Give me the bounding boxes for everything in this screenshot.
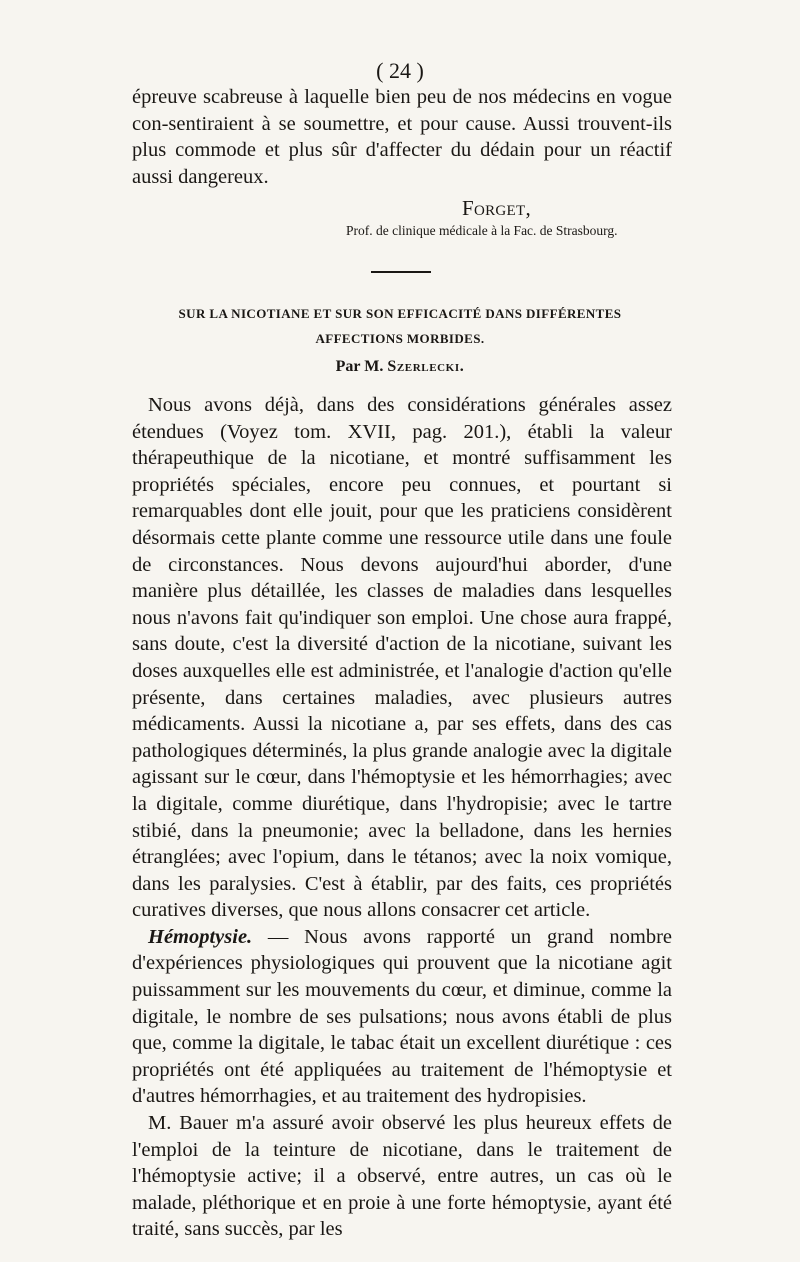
signature-name: Forget,: [462, 196, 532, 220]
article-heading-line-1: SUR LA NICOTIANE ET SUR SON EFFICACITÉ DANS DIFFÉRENTES: [178, 306, 622, 321]
intro-paragraph: [132, 84, 672, 190]
body-paragraph-3: M. Bauer m'a assuré avoir observé les plus heureux effets de l'emploi de la teinture de nicotiane, dans le traitement de l'hémoptysie active; il a observé, entre autres, un cas où le malade, pléthorique et en proie à une forte hémoptysie, ayant été traité, sans succès, par les: [132, 1112, 672, 1241]
intro-text: épreuve scabreuse à laquelle bien peu de nos médecins en vogue con-sentiraient à se soumettre, et pour cause. Aussi trouvent-ils plus commode et plus sûr d'affecter du dédain pour un réactif aussi dangereux.: [132, 86, 672, 188]
byline-prefix: Par M.: [335, 358, 384, 375]
body-paragraph-1: Nous avons déjà, dans des considérations générales assez étendues (Voyez tom. XVII, pag. 201.), établi la valeur thérapeuthique de la nicotiane, et montré suffisamment les propriétés spéciales, encore peu connues, et pourtant si remarquables dont elle jouit, pour que les praticiens considèrent désormais cette plante comme une ressource utile dans une foule de circonstances. Nous devons aujourd'hui aborder, d'une manière plus détaillée, les classes de maladies dans lesquelles nous n'avons fait qu'indiquer son emploi. Une chose aura frappé, sans doute, c'est la diversité d'action de la nicotiane, suivant les doses auxquelles elle est administrée, et l'analogie d'action qu'elle présente, dans certaines maladies, avec plusieurs autres médicaments. Aussi la nicotiane a, par ses effets, dans des cas pathologiques déterminés, la plus grande analogie avec la digitale agissant sur le cœur, dans l'hémoptysie et les hémorrhagies; avec la digitale, comme diurétique, dans l'hydropisie; avec le tartre stibié, dans la pneumonie; avec la belladone, dans les hernies étranglées; avec l'opium, dans le tétanos; avec la noix vomique, dans les paralysies. C'est à établir, par des faits, ces propriétés curatives diverses, que nous allons consacrer cet article.: [132, 394, 672, 922]
section-divider: [371, 271, 431, 273]
page-number: ( 24 ): [376, 58, 424, 83]
body-paragraph-2-text: — Nous avons rapporté un grand nombre d'expériences physiologiques qui prouvent que la nicotiane agit puissamment sur les mouvements du cœur, et diminue, comme la digitale, le nombre de ses pulsations; nous avons établi de plus que, comme la digitale, le tabac était un excellent diurétique : ces propriétés ont été appliquées au traitement de l'hémoptysie et d'autres hémorrhagies, et au traitement des hydropisies.: [132, 925, 673, 1108]
section-runin-heading: Hémoptysie.: [148, 925, 253, 948]
signature-title: Prof. de clinique médicale à la Fac. de Strasbourg.: [346, 223, 618, 238]
article-body: [132, 392, 672, 1243]
byline-author: Szerlecki.: [387, 358, 465, 375]
body-paragraph-2: [132, 924, 672, 1110]
byline: [0, 358, 800, 376]
article-heading-line-2: AFFECTIONS MORBIDES.: [315, 331, 485, 346]
